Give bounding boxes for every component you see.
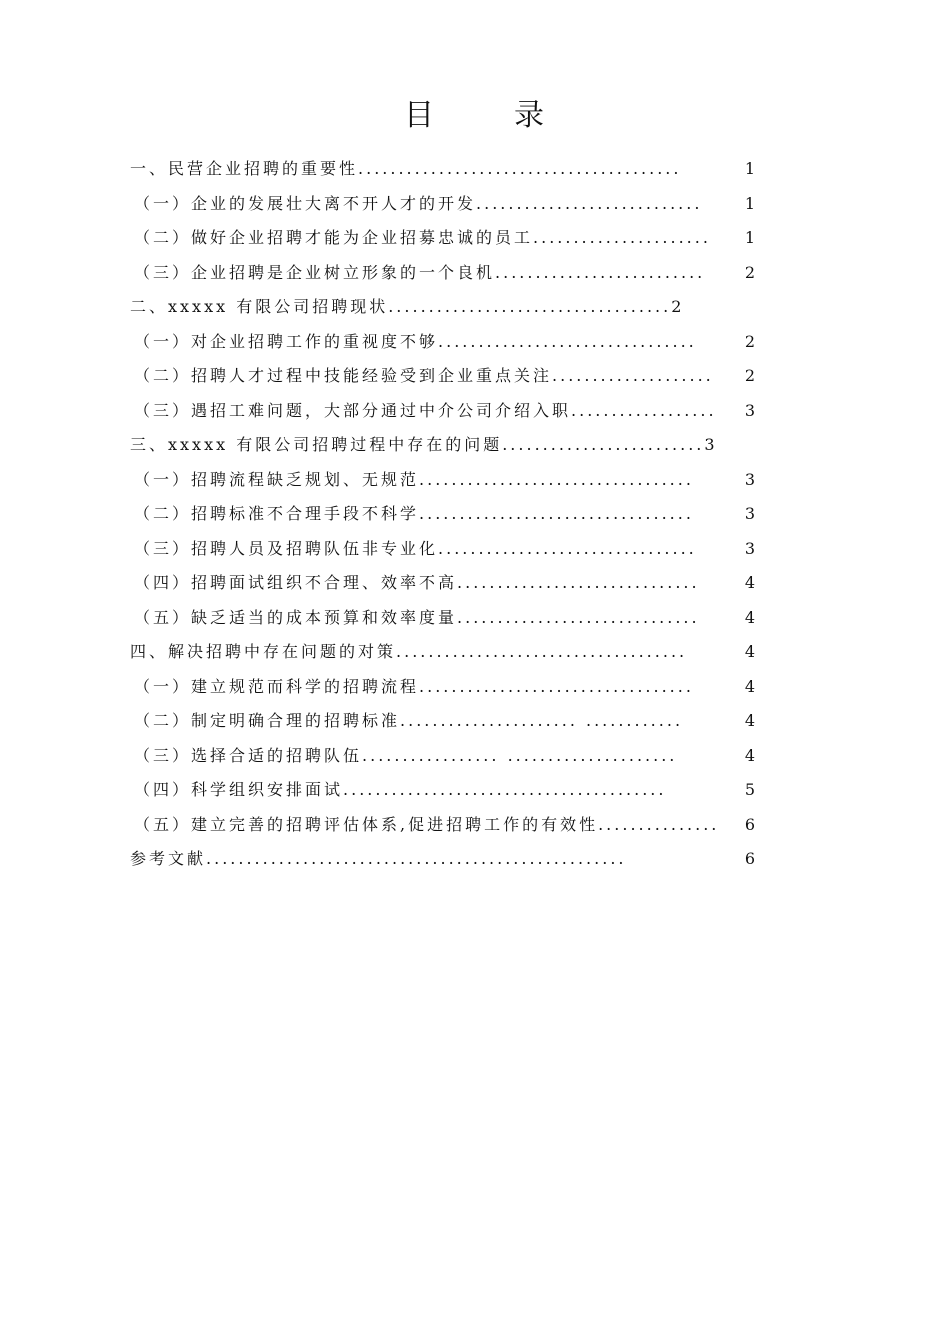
toc-entry-title: 二、xxxxx 有限公司招聘现状 (130, 297, 389, 316)
toc-entry-title: （五）建立完善的招聘评估体系,促进招聘工作的有效性 (134, 814, 599, 834)
toc-entry-text (134, 566, 700, 601)
toc-leader-dots: ................. ..................... (362, 745, 678, 765)
toc-page-number: 4 (744, 607, 755, 627)
toc-entry[interactable] (130, 152, 755, 187)
toc-entry-text (134, 808, 719, 843)
toc-page-number: 2 (744, 331, 755, 351)
toc-entry-title: （四）招聘面试组织不合理、效率不高 (134, 573, 458, 592)
toc-entry-title: （三）遇招工难问题，大部分通过中介公司介绍入职 (134, 400, 572, 420)
title-char-2: 录 (514, 98, 546, 133)
toc-leader-dots: .............................. (457, 607, 700, 627)
toc-entry-text (134, 773, 666, 808)
toc-entry-title: （三）招聘人员及招聘队伍非专业化 (134, 538, 439, 558)
toc-leader-dots: ............................ (476, 193, 703, 213)
toc-entry-title: （三）企业招聘是企业树立形象的一个良机 (134, 262, 496, 282)
toc-entry-title: 四、解决招聘中存在问题的对策 (130, 642, 397, 661)
toc-entry[interactable] (130, 635, 755, 670)
toc-entry[interactable] (130, 566, 755, 601)
toc-page-number: 4 (744, 745, 755, 765)
toc-page-number: 4 (744, 711, 755, 730)
toc-page-number: 5 (744, 780, 755, 799)
toc-entry-title: （一）招聘流程缺乏规划、无规范 (134, 469, 420, 489)
toc-entry[interactable] (130, 256, 755, 291)
toc-leader-dots: .................... (552, 366, 714, 385)
toc-page-number: 3 (704, 435, 715, 454)
toc-entry-title: （三）选择合适的招聘队伍 (134, 745, 363, 765)
toc-entry-title: （一）对企业招聘工作的重视度不够 (134, 331, 439, 351)
toc-entry-text (130, 152, 681, 187)
toc-entry-title: （一）建立规范而科学的招聘流程 (134, 676, 420, 696)
toc-entry-text (134, 601, 700, 636)
toc-entry-text (134, 739, 677, 774)
toc-page-number: 4 (744, 676, 755, 696)
toc-page-number: 3 (744, 504, 755, 523)
title-char-1: 目 (404, 98, 436, 133)
toc-entry-text (130, 635, 687, 670)
toc-leader-dots: ...................... ............ (400, 711, 684, 730)
toc-entry-text (134, 256, 705, 291)
toc-leader-dots: .............................. (457, 573, 700, 592)
toc-entry[interactable] (130, 463, 755, 498)
toc-entry-title: （二）制定明确合理的招聘标准 (134, 711, 401, 730)
toc-page-number: 3 (744, 469, 755, 489)
toc-entry-text (134, 497, 694, 532)
toc-entry-text (134, 394, 717, 429)
toc-entry[interactable] (130, 187, 755, 222)
toc-entry[interactable] (130, 842, 755, 877)
table-of-contents (130, 152, 755, 877)
toc-entry-text (134, 359, 714, 394)
toc-page-number: 1 (744, 228, 755, 247)
toc-leader-dots: ........................................ (358, 159, 682, 178)
toc-entry[interactable] (130, 601, 755, 636)
toc-entry-title: （二）招聘标准不合理手段不科学 (134, 504, 420, 523)
toc-entry-text (134, 532, 697, 567)
toc-leader-dots: ................................... (388, 297, 672, 316)
toc-entry-text (134, 704, 683, 739)
toc-entry-title: （二）做好企业招聘才能为企业招募忠诚的员工 (134, 228, 534, 247)
toc-page-number: 6 (744, 814, 755, 834)
toc-page-number: 2 (744, 366, 755, 385)
toc-leader-dots: ........................................ (343, 780, 667, 799)
toc-entry[interactable] (130, 394, 755, 429)
toc-entry[interactable] (130, 290, 755, 325)
toc-page-number: 6 (744, 849, 755, 868)
toc-page-number: 3 (744, 538, 755, 558)
toc-entry-text (134, 221, 711, 256)
toc-leader-dots: ......................... (502, 435, 705, 454)
toc-entry-text (134, 187, 702, 222)
toc-page-number: 1 (744, 193, 755, 213)
toc-entry-title: （二）招聘人才过程中技能经验受到企业重点关注 (134, 366, 553, 385)
toc-leader-dots: .................................. (419, 469, 694, 489)
toc-entry-text (130, 842, 626, 877)
toc-page-number: 4 (744, 642, 755, 661)
toc-entry[interactable] (130, 532, 755, 567)
page-title (0, 92, 950, 140)
toc-page-number: 3 (744, 400, 755, 420)
toc-entry[interactable] (130, 773, 755, 808)
toc-leader-dots: ................................ (438, 331, 697, 351)
toc-entry-text (130, 290, 681, 325)
toc-leader-dots: .................................................... (206, 849, 627, 868)
toc-entry-text (134, 463, 694, 498)
toc-entry-text (134, 325, 697, 360)
toc-leader-dots: ...................... (533, 228, 711, 247)
toc-entry[interactable] (130, 325, 755, 360)
toc-page-number: 2 (744, 262, 755, 282)
toc-entry[interactable] (130, 221, 755, 256)
toc-entry[interactable] (130, 739, 755, 774)
toc-leader-dots: .................................... (396, 642, 688, 661)
toc-entry[interactable] (130, 497, 755, 532)
toc-page-number: 1 (744, 159, 755, 178)
toc-entry-title: （一）企业的发展壮大离不开人才的开发 (134, 193, 477, 213)
toc-entry-title: （五）缺乏适当的成本预算和效率度量 (134, 607, 458, 627)
toc-entry[interactable] (130, 704, 755, 739)
toc-entry[interactable] (130, 808, 755, 843)
toc-leader-dots: ............... (598, 814, 720, 834)
toc-leader-dots: .......................... (495, 262, 706, 282)
toc-entry-title: （四）科学组织安排面试 (134, 780, 344, 799)
toc-entry-title: 一、民营企业招聘的重要性 (130, 159, 359, 178)
toc-page-number: 2 (671, 297, 682, 316)
toc-page-number: 4 (744, 573, 755, 592)
toc-leader-dots: .................................. (419, 504, 694, 523)
toc-entry-title: 三、xxxxx 有限公司招聘过程中存在的问题 (130, 435, 503, 454)
toc-entry[interactable] (130, 359, 755, 394)
toc-entry[interactable] (130, 670, 755, 705)
toc-leader-dots: ................................ (438, 538, 697, 558)
toc-entry-title: 参考文献 (130, 849, 207, 868)
toc-entry[interactable] (130, 428, 755, 463)
toc-entry-text (130, 428, 715, 463)
toc-entry-text (134, 670, 694, 705)
toc-leader-dots: .................................. (419, 676, 694, 696)
toc-leader-dots: .................. (571, 400, 717, 420)
